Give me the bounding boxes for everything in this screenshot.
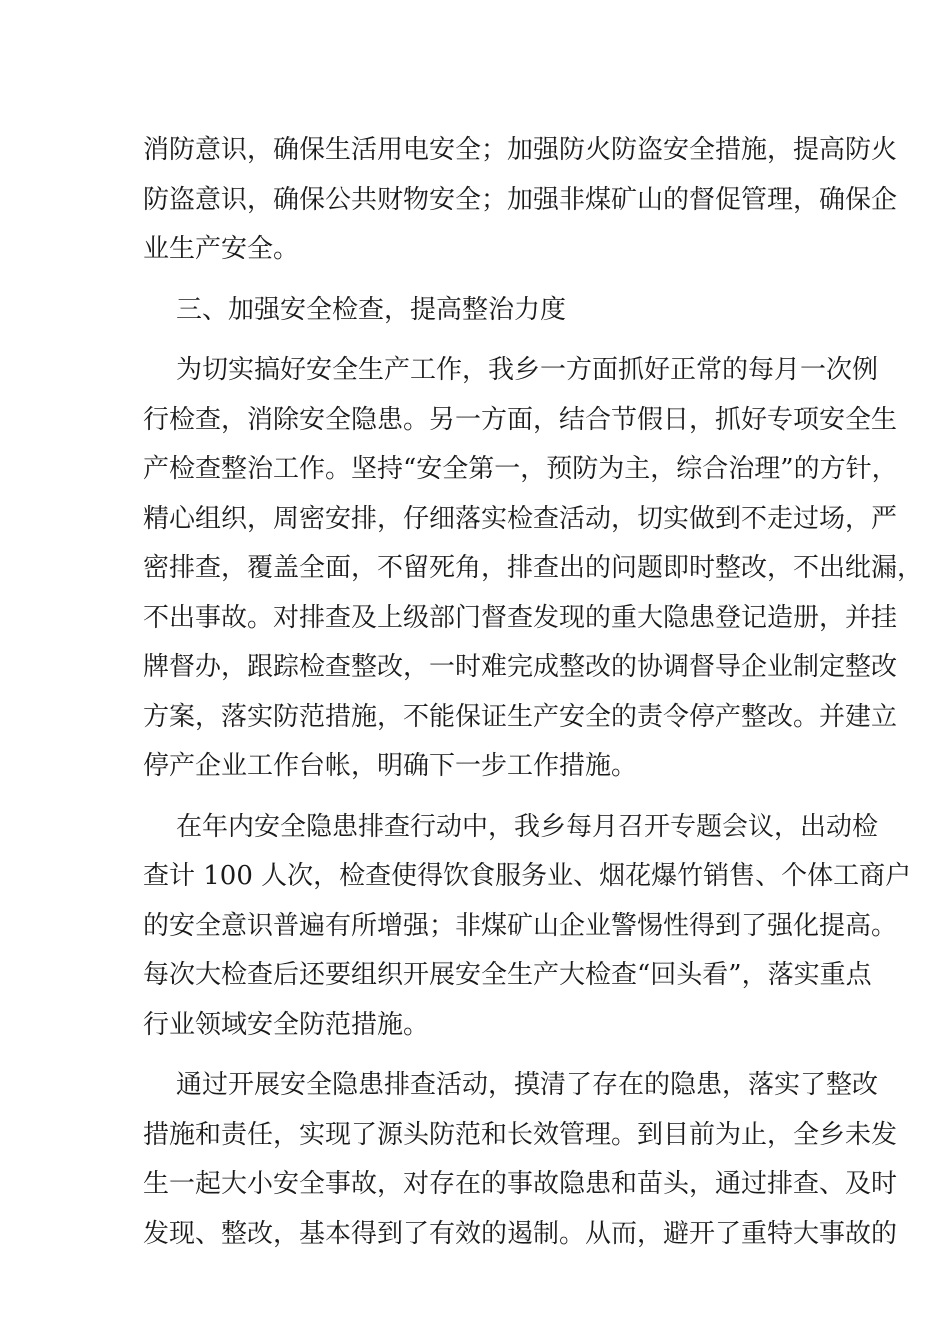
text-line: 方案，落实防范措施，不能保证生产安全的责令停产整改。并建立	[143, 701, 898, 732]
text-line: 在年内安全隐患排查行动中，我乡每月召开专题会议，出动检	[143, 811, 879, 842]
text-line: 精心组织，周密安排，仔细落实检查活动，切实做到不走过场，严	[143, 503, 898, 534]
text-line: 不出事故。对排查及上级部门督查发现的重大隐患登记造册，并挂	[143, 602, 898, 633]
text-line: 行检查，消除安全隐患。另一方面，结合节假日，抓好专项安全生	[143, 404, 898, 435]
text-line: 密排查，覆盖全面，不留死角，排查出的问题即时整改，不出纰漏，	[143, 553, 924, 583]
text-line: 通过开展安全隐患排查活动，摸清了存在的隐患，落实了整改	[143, 1070, 879, 1100]
text-line: 停产企业工作台帐，明确下一步工作措施。	[143, 751, 638, 781]
text-line: 消防意识，确保生活用电安全；加强防火防盗安全措施，提高防火	[143, 135, 898, 165]
text-line: 牌督办，跟踪检查整改，一时难完成整改的协调督导企业制定整改	[143, 652, 898, 682]
text-line: 业生产安全。	[143, 234, 300, 264]
text-line: 生一起大小安全事故，对存在的事故隐患和苗头，通过排查、及时	[143, 1169, 898, 1199]
text-line: 措施和责任，实现了源头防范和长效管理。到目前为止，全乡未发	[143, 1119, 898, 1150]
text-line: 防盗意识，确保公共财物安全；加强非煤矿山的督促管理，确保企	[143, 184, 898, 215]
text-line: 查计 100 人次，检查使得饮食服务业、烟花爆竹销售、个体工商户	[143, 861, 912, 891]
text-line: 为切实搞好安全生产工作，我乡一方面抓好正常的每月一次例	[143, 355, 879, 385]
text-line: 发现、整改，基本得到了有效的遏制。从而，避开了重特大事故的	[143, 1218, 898, 1249]
text-line: 行业领域安全防范措施。	[143, 1009, 430, 1040]
document-body	[143, 126, 924, 1259]
text-line: 每次大检查后还要组织开展安全生产大检查“回头看”，落实重点	[143, 960, 872, 990]
text-line: 的安全意识普遍有所增强；非煤矿山企业警惕性得到了强化提高。	[143, 910, 898, 941]
text-line: 产检查整治工作。坚持“安全第一，预防为主，综合治理”的方针，	[143, 454, 898, 484]
section-heading: 三、加强安全检查，提高整治力度	[143, 294, 567, 325]
